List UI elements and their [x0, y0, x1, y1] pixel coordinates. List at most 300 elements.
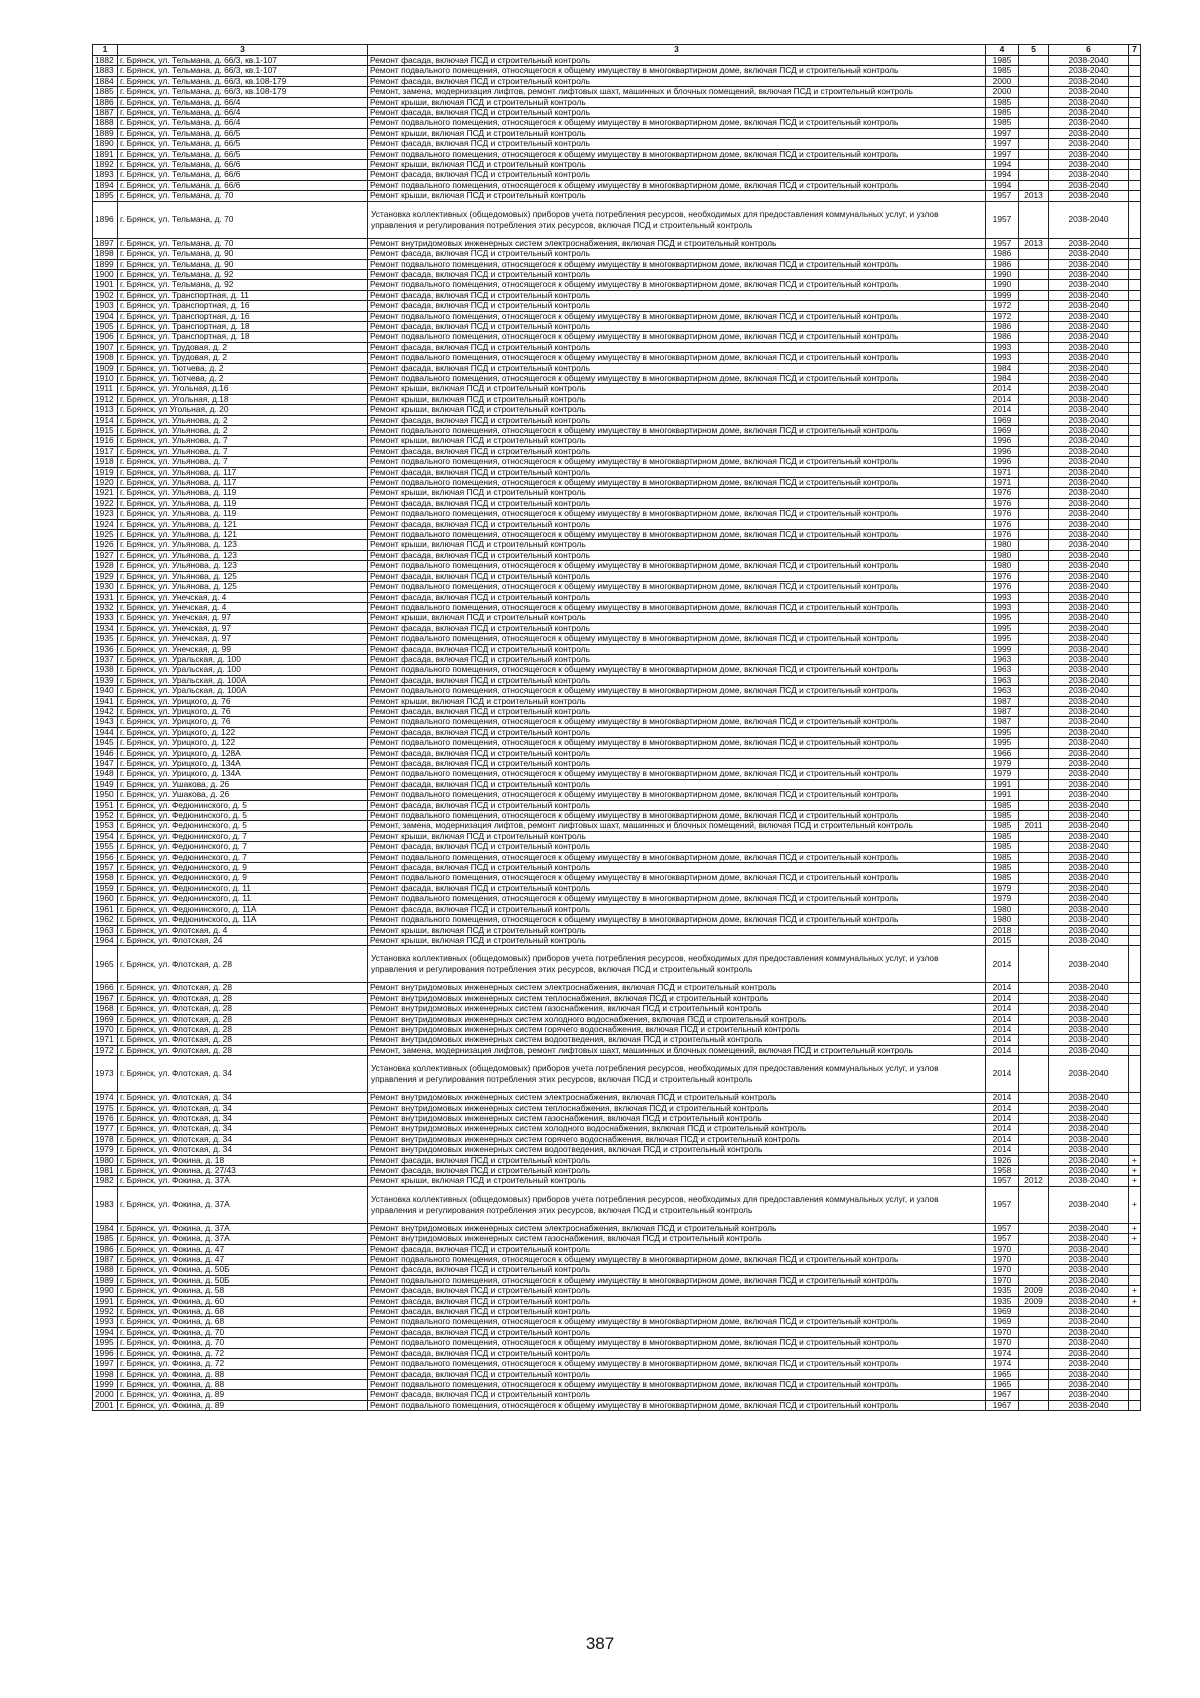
row-planned-period: 2038-2040 — [1049, 1045, 1129, 1055]
row-work-type: Ремонт фасада, включая ПСД и строительный контроль — [368, 1244, 986, 1254]
row-planned-period: 2038-2040 — [1049, 1145, 1129, 1155]
row-mark — [1129, 280, 1141, 290]
row-work-type: Ремонт внутридомовых инженерных систем холодного водоснабжения, включая ПСД и строительный контроль — [368, 1014, 986, 1024]
row-planned-period: 2038-2040 — [1049, 259, 1129, 269]
row-last-repair-year — [1019, 1307, 1049, 1317]
row-address: г. Брянск, ул. Федюнинского, д. 7 — [118, 852, 368, 862]
table-row — [93, 56, 1141, 66]
row-work-type: Ремонт подвального помещения, относящегося к общему имуществу в многоквартирном доме, включая ПСД и строительный контроль — [368, 790, 986, 800]
row-build-year: 1991 — [986, 790, 1019, 800]
row-mark — [1129, 1045, 1141, 1055]
row-last-repair-year — [1019, 269, 1049, 279]
row-number: 1933 — [93, 613, 118, 623]
table-header-row — [93, 45, 1141, 56]
table-row — [93, 1369, 1141, 1379]
table-row — [93, 373, 1141, 383]
row-number: 1888 — [93, 118, 118, 128]
table-row — [93, 259, 1141, 269]
row-address: г. Брянск, ул. Тельмана, д. 70 — [118, 201, 368, 238]
row-work-type: Ремонт внутридомовых инженерных систем электроснабжения, включая ПСД и строительный контроль — [368, 1093, 986, 1103]
table-row — [93, 983, 1141, 993]
row-work-type: Ремонт внутридомовых инженерных систем электроснабжения, включая ПСД и строительный контроль — [368, 1223, 986, 1233]
row-number: 1977 — [93, 1124, 118, 1134]
row-work-type: Ремонт подвального помещения, относящегося к общему имуществу в многоквартирном доме, включая ПСД и строительный контроль — [368, 149, 986, 159]
row-build-year: 1970 — [986, 1338, 1019, 1348]
row-mark: + — [1129, 1234, 1141, 1244]
row-number: 1896 — [93, 201, 118, 238]
row-build-year: 1994 — [986, 160, 1019, 170]
row-mark: + — [1129, 1155, 1141, 1165]
row-last-repair-year — [1019, 373, 1049, 383]
row-planned-period: 2038-2040 — [1049, 1014, 1129, 1024]
row-address: г. Брянск, ул. Фокина, д. 89 — [118, 1390, 368, 1400]
row-number: 1965 — [93, 946, 118, 983]
row-planned-period: 2038-2040 — [1049, 623, 1129, 633]
row-build-year: 1979 — [986, 894, 1019, 904]
table-row — [93, 498, 1141, 508]
row-build-year: 1980 — [986, 540, 1019, 550]
table-row — [93, 509, 1141, 519]
row-mark — [1129, 1379, 1141, 1389]
row-work-type: Ремонт, замена, модернизация лифтов, ремонт лифтовых шахт, машинных и блочных помещений, включая ПСД и строительный контроль — [368, 821, 986, 831]
table-row — [93, 821, 1141, 831]
row-build-year: 1986 — [986, 249, 1019, 259]
row-build-year: 1985 — [986, 800, 1019, 810]
row-build-year: 1993 — [986, 602, 1019, 612]
table-row — [93, 894, 1141, 904]
row-planned-period: 2038-2040 — [1049, 160, 1129, 170]
row-address: г. Брянск, ул. Фокина, д. 50Б — [118, 1265, 368, 1275]
row-number: 1912 — [93, 394, 118, 404]
row-planned-period: 2038-2040 — [1049, 249, 1129, 259]
row-address: г. Брянск, ул Угольная, д. 20 — [118, 405, 368, 415]
row-address: г. Брянск, ул. Федюнинского, д. 7 — [118, 842, 368, 852]
row-work-type: Ремонт фасада, включая ПСД и строительный контроль — [368, 623, 986, 633]
row-mark — [1129, 925, 1141, 935]
row-work-type: Ремонт крыши, включая ПСД и строительный контроль — [368, 191, 986, 201]
row-build-year: 1970 — [986, 1265, 1019, 1275]
row-address: г. Брянск, ул. Унечская, д. 97 — [118, 634, 368, 644]
row-work-type: Ремонт подвального помещения, относящегося к общему имуществу в многоквартирном доме, включая ПСД и строительный контроль — [368, 118, 986, 128]
row-address: г. Брянск, ул. Ульянова, д. 7 — [118, 436, 368, 446]
row-mark — [1129, 769, 1141, 779]
row-last-repair-year — [1019, 363, 1049, 373]
row-number: 1931 — [93, 592, 118, 602]
row-work-type: Ремонт подвального помещения, относящегося к общему имуществу в многоквартирном доме, включая ПСД и строительный контроль — [368, 332, 986, 342]
row-mark — [1129, 602, 1141, 612]
row-work-type: Ремонт фасада, включая ПСД и строительный контроль — [368, 1286, 986, 1296]
table-row — [93, 675, 1141, 685]
row-mark — [1129, 842, 1141, 852]
row-last-repair-year — [1019, 66, 1049, 76]
row-address: г. Брянск, ул. Федюнинского, д. 7 — [118, 831, 368, 841]
row-number: 1967 — [93, 993, 118, 1003]
row-number: 1990 — [93, 1286, 118, 1296]
table-row — [93, 842, 1141, 852]
row-last-repair-year — [1019, 1369, 1049, 1379]
table-row — [93, 1223, 1141, 1233]
row-work-type: Ремонт фасада, включая ПСД и строительный контроль — [368, 759, 986, 769]
table-row — [93, 139, 1141, 149]
row-address: г. Брянск, ул. Урицкого, д. 122 — [118, 738, 368, 748]
row-address: г. Брянск, ул. Ульянова, д. 125 — [118, 582, 368, 592]
row-number: 1889 — [93, 128, 118, 138]
row-number: 1954 — [93, 831, 118, 841]
row-last-repair-year — [1019, 904, 1049, 914]
table-row — [93, 76, 1141, 86]
row-number: 1981 — [93, 1166, 118, 1176]
row-planned-period: 2038-2040 — [1049, 665, 1129, 675]
column-header-last-repair: 5 — [1019, 45, 1049, 56]
row-number: 1995 — [93, 1338, 118, 1348]
row-build-year: 1986 — [986, 332, 1019, 342]
table-row — [93, 946, 1141, 983]
table-body — [93, 56, 1141, 1411]
row-work-type: Ремонт крыши, включая ПСД и строительный контроль — [368, 394, 986, 404]
table-row — [93, 1307, 1141, 1317]
row-build-year: 1985 — [986, 852, 1019, 862]
row-address: г. Брянск, ул. Унечская, д. 97 — [118, 623, 368, 633]
row-address: г. Брянск, ул. Уральская, д. 100А — [118, 686, 368, 696]
row-planned-period: 2038-2040 — [1049, 353, 1129, 363]
row-planned-period: 2038-2040 — [1049, 842, 1129, 852]
row-work-type: Ремонт подвального помещения, относящегося к общему имуществу в многоквартирном доме, включая ПСД и строительный контроль — [368, 894, 986, 904]
row-mark — [1129, 623, 1141, 633]
row-build-year: 1993 — [986, 353, 1019, 363]
row-address: г. Брянск, ул. Урицкого, д. 122 — [118, 727, 368, 737]
row-planned-period: 2038-2040 — [1049, 748, 1129, 758]
row-last-repair-year — [1019, 108, 1049, 118]
row-planned-period: 2038-2040 — [1049, 769, 1129, 779]
row-work-type: Ремонт крыши, включая ПСД и строительный контроль — [368, 1176, 986, 1186]
row-mark — [1129, 1134, 1141, 1144]
row-address: г. Брянск, ул. Фокина, д. 58 — [118, 1286, 368, 1296]
row-mark — [1129, 935, 1141, 945]
row-address: г. Брянск, ул. Урицкого, д. 134А — [118, 759, 368, 769]
row-work-type: Ремонт фасада, включая ПСД и строительный контроль — [368, 883, 986, 893]
table-row — [93, 1045, 1141, 1055]
row-planned-period: 2038-2040 — [1049, 696, 1129, 706]
row-last-repair-year — [1019, 1379, 1049, 1389]
row-planned-period: 2038-2040 — [1049, 1103, 1129, 1113]
row-last-repair-year — [1019, 790, 1049, 800]
row-number: 1917 — [93, 446, 118, 456]
row-work-type: Ремонт фасада, включая ПСД и строительный контроль — [368, 108, 986, 118]
row-number: 1900 — [93, 269, 118, 279]
row-build-year: 1980 — [986, 550, 1019, 560]
row-last-repair-year — [1019, 149, 1049, 159]
row-last-repair-year — [1019, 139, 1049, 149]
row-last-repair-year — [1019, 118, 1049, 128]
row-mark — [1129, 1056, 1141, 1093]
table-row — [93, 665, 1141, 675]
row-number: 1921 — [93, 488, 118, 498]
row-work-type: Ремонт подвального помещения, относящегося к общему имуществу в многоквартирном доме, включая ПСД и строительный контроль — [368, 1317, 986, 1327]
table-row — [93, 592, 1141, 602]
row-last-repair-year — [1019, 394, 1049, 404]
row-build-year: 1980 — [986, 904, 1019, 914]
row-mark — [1129, 478, 1141, 488]
row-address: г. Брянск, ул. Ушакова, д. 26 — [118, 790, 368, 800]
row-number: 1940 — [93, 686, 118, 696]
row-planned-period: 2038-2040 — [1049, 1056, 1129, 1093]
row-number: 1961 — [93, 904, 118, 914]
row-number: 1951 — [93, 800, 118, 810]
row-address: г. Брянск, ул. Фокина, д. 47 — [118, 1244, 368, 1254]
row-mark — [1129, 384, 1141, 394]
row-address: г. Брянск, ул. Ульянова, д. 7 — [118, 446, 368, 456]
row-address: г. Брянск, ул. Флотская, д. 34 — [118, 1113, 368, 1123]
row-planned-period: 2038-2040 — [1049, 1004, 1129, 1014]
table-row — [93, 353, 1141, 363]
row-build-year: 2014 — [986, 1014, 1019, 1024]
row-last-repair-year: 2009 — [1019, 1296, 1049, 1306]
table-row — [93, 1014, 1141, 1024]
row-mark — [1129, 550, 1141, 560]
row-last-repair-year — [1019, 550, 1049, 560]
table-row — [93, 1255, 1141, 1265]
row-build-year: 1963 — [986, 675, 1019, 685]
row-work-type: Ремонт внутридомовых инженерных систем горячего водоснабжения, включая ПСД и строительный контроль — [368, 1134, 986, 1144]
row-last-repair-year — [1019, 1045, 1049, 1055]
row-last-repair-year — [1019, 1134, 1049, 1144]
table-row — [93, 883, 1141, 893]
row-mark — [1129, 748, 1141, 758]
row-planned-period: 2038-2040 — [1049, 373, 1129, 383]
row-planned-period: 2038-2040 — [1049, 1234, 1129, 1244]
row-build-year: 1967 — [986, 1400, 1019, 1410]
row-planned-period: 2038-2040 — [1049, 1134, 1129, 1144]
row-build-year: 1979 — [986, 769, 1019, 779]
row-work-type: Ремонт фасада, включая ПСД и строительный контроль — [368, 550, 986, 560]
row-number: 1953 — [93, 821, 118, 831]
row-last-repair-year — [1019, 852, 1049, 862]
row-work-type: Ремонт фасада, включая ПСД и строительный контроль — [368, 301, 986, 311]
row-planned-period: 2038-2040 — [1049, 1265, 1129, 1275]
row-address: г. Брянск, ул. Федюнинского, д. 9 — [118, 863, 368, 873]
row-work-type: Ремонт подвального помещения, относящегося к общему имуществу в многоквартирном доме, включая ПСД и строительный контроль — [368, 1275, 986, 1285]
row-last-repair-year — [1019, 170, 1049, 180]
row-number: 1966 — [93, 983, 118, 993]
row-address: г. Брянск, ул. Тельмана, д. 90 — [118, 249, 368, 259]
table-row — [93, 790, 1141, 800]
row-planned-period: 2038-2040 — [1049, 1400, 1129, 1410]
row-number: 1980 — [93, 1155, 118, 1165]
row-number: 1952 — [93, 811, 118, 821]
row-planned-period: 2038-2040 — [1049, 540, 1129, 550]
table-row — [93, 571, 1141, 581]
row-mark — [1129, 1390, 1141, 1400]
row-last-repair-year — [1019, 1265, 1049, 1275]
row-mark — [1129, 571, 1141, 581]
row-planned-period: 2038-2040 — [1049, 904, 1129, 914]
row-mark — [1129, 394, 1141, 404]
row-planned-period: 2038-2040 — [1049, 561, 1129, 571]
row-address: г. Брянск, ул. Тельмана, д. 66/3, кв.1-107 — [118, 66, 368, 76]
row-mark — [1129, 883, 1141, 893]
row-work-type: Ремонт крыши, включая ПСД и строительный контроль — [368, 696, 986, 706]
row-build-year: 2014 — [986, 1124, 1019, 1134]
row-number: 1959 — [93, 883, 118, 893]
row-planned-period: 2038-2040 — [1049, 509, 1129, 519]
row-build-year: 1985 — [986, 873, 1019, 883]
row-planned-period: 2038-2040 — [1049, 139, 1129, 149]
row-build-year: 1969 — [986, 426, 1019, 436]
row-build-year: 1984 — [986, 363, 1019, 373]
row-address: г. Брянск, ул. Угольная, д.18 — [118, 394, 368, 404]
row-number: 1985 — [93, 1234, 118, 1244]
row-mark — [1129, 1400, 1141, 1410]
row-planned-period: 2038-2040 — [1049, 426, 1129, 436]
row-build-year: 2014 — [986, 1024, 1019, 1034]
row-build-year: 1985 — [986, 66, 1019, 76]
table-row — [93, 540, 1141, 550]
row-build-year: 1969 — [986, 1307, 1019, 1317]
table-row — [93, 1234, 1141, 1244]
row-build-year: 1980 — [986, 915, 1019, 925]
row-build-year: 1985 — [986, 108, 1019, 118]
row-build-year: 1987 — [986, 717, 1019, 727]
row-last-repair-year: 2013 — [1019, 191, 1049, 201]
row-mark — [1129, 759, 1141, 769]
table-row — [93, 170, 1141, 180]
row-mark — [1129, 139, 1141, 149]
table-row — [93, 160, 1141, 170]
row-work-type: Установка коллективных (общедомовых) приборов учета потребления ресурсов, необходимых для предоставления коммунальных услуг, и узлов управления и регулирования потребления этих ресурсов, включая ПСД и строительный контроль — [368, 946, 986, 983]
row-mark — [1129, 1348, 1141, 1358]
row-planned-period: 2038-2040 — [1049, 415, 1129, 425]
row-address: г. Брянск, ул. Ульянова, д. 119 — [118, 509, 368, 519]
row-planned-period: 2038-2040 — [1049, 1307, 1129, 1317]
row-mark — [1129, 290, 1141, 300]
row-last-repair-year — [1019, 842, 1049, 852]
row-build-year: 1979 — [986, 883, 1019, 893]
row-address: г. Брянск, ул. Транспортная, д. 11 — [118, 290, 368, 300]
row-last-repair-year: 2012 — [1019, 1176, 1049, 1186]
row-last-repair-year — [1019, 1244, 1049, 1254]
row-address: г. Брянск, ул. Ульянова, д. 123 — [118, 540, 368, 550]
table-row — [93, 1035, 1141, 1045]
row-last-repair-year — [1019, 540, 1049, 550]
row-work-type: Ремонт фасада, включая ПСД и строительный контроль — [368, 170, 986, 180]
table-row — [93, 1093, 1141, 1103]
row-build-year: 2014 — [986, 405, 1019, 415]
row-work-type: Ремонт подвального помещения, относящегося к общему имуществу в многоквартирном доме, включая ПСД и строительный контроль — [368, 1359, 986, 1369]
row-mark — [1129, 201, 1141, 238]
row-planned-period: 2038-2040 — [1049, 811, 1129, 821]
row-number: 1991 — [93, 1296, 118, 1306]
row-work-type: Ремонт крыши, включая ПСД и строительный контроль — [368, 160, 986, 170]
row-number: 1934 — [93, 623, 118, 633]
row-planned-period: 2038-2040 — [1049, 717, 1129, 727]
row-address: г. Брянск, ул. Фокина, д. 37А — [118, 1234, 368, 1244]
row-work-type: Ремонт крыши, включая ПСД и строительный контроль — [368, 128, 986, 138]
row-number: 1945 — [93, 738, 118, 748]
row-number: 1996 — [93, 1348, 118, 1358]
row-planned-period: 2038-2040 — [1049, 269, 1129, 279]
row-address: г. Брянск, ул. Ульянова, д. 117 — [118, 478, 368, 488]
row-last-repair-year — [1019, 1400, 1049, 1410]
row-last-repair-year — [1019, 415, 1049, 425]
row-planned-period: 2038-2040 — [1049, 738, 1129, 748]
row-mark — [1129, 779, 1141, 789]
row-build-year: 1970 — [986, 1244, 1019, 1254]
table-row — [93, 436, 1141, 446]
row-last-repair-year — [1019, 436, 1049, 446]
row-build-year: 1985 — [986, 56, 1019, 66]
row-work-type: Ремонт фасада, включая ПСД и строительный контроль — [368, 1166, 986, 1176]
row-work-type: Ремонт подвального помещения, относящегося к общему имуществу в многоквартирном доме, включая ПСД и строительный контроль — [368, 915, 986, 925]
row-planned-period: 2038-2040 — [1049, 301, 1129, 311]
row-number: 2001 — [93, 1400, 118, 1410]
row-work-type: Ремонт фасада, включая ПСД и строительный контроль — [368, 56, 986, 66]
table-row — [93, 1286, 1141, 1296]
table-row — [93, 727, 1141, 737]
row-number: 1887 — [93, 108, 118, 118]
row-planned-period: 2038-2040 — [1049, 149, 1129, 159]
row-address: г. Брянск, ул. Тельмана, д. 70 — [118, 191, 368, 201]
row-planned-period: 2038-2040 — [1049, 1255, 1129, 1265]
row-last-repair-year — [1019, 519, 1049, 529]
row-last-repair-year — [1019, 498, 1049, 508]
row-mark — [1129, 405, 1141, 415]
row-address: г. Брянск, ул. Флотская, д. 28 — [118, 946, 368, 983]
row-address: г. Брянск, ул. Тельмана, д. 66/3, кв.108-179 — [118, 87, 368, 97]
row-mark — [1129, 983, 1141, 993]
row-last-repair-year — [1019, 863, 1049, 873]
row-mark — [1129, 993, 1141, 1003]
row-work-type: Ремонт крыши, включая ПСД и строительный контроль — [368, 436, 986, 446]
row-last-repair-year — [1019, 353, 1049, 363]
row-build-year: 1986 — [986, 259, 1019, 269]
row-planned-period: 2038-2040 — [1049, 1113, 1129, 1123]
table-row — [93, 738, 1141, 748]
table-row — [93, 1024, 1141, 1034]
row-work-type: Ремонт внутридомовых инженерных систем холодного водоснабжения, включая ПСД и строительный контроль — [368, 1124, 986, 1134]
row-last-repair-year — [1019, 665, 1049, 675]
row-planned-period: 2038-2040 — [1049, 613, 1129, 623]
table-row — [93, 1134, 1141, 1144]
row-number: 1963 — [93, 925, 118, 935]
row-planned-period: 2038-2040 — [1049, 384, 1129, 394]
row-planned-period: 2038-2040 — [1049, 1093, 1129, 1103]
row-address: г. Брянск, ул. Федюнинского, д. 11 — [118, 883, 368, 893]
row-address: г. Брянск, ул. Флотская, д. 34 — [118, 1124, 368, 1134]
row-work-type: Ремонт фасада, включая ПСД и строительный контроль — [368, 842, 986, 852]
column-header-work: 3 — [368, 45, 986, 56]
row-build-year: 1967 — [986, 1390, 1019, 1400]
row-number: 1906 — [93, 332, 118, 342]
row-last-repair-year — [1019, 301, 1049, 311]
row-planned-period: 2038-2040 — [1049, 550, 1129, 560]
row-number: 1884 — [93, 76, 118, 86]
row-mark — [1129, 342, 1141, 352]
row-last-repair-year — [1019, 405, 1049, 415]
row-number: 1964 — [93, 935, 118, 945]
row-number: 1992 — [93, 1307, 118, 1317]
row-address: г. Брянск, ул. Урицкого, д. 128А — [118, 748, 368, 758]
table-row — [93, 644, 1141, 654]
row-address: г. Брянск, ул. Фокина, д. 72 — [118, 1359, 368, 1369]
table-row — [93, 1166, 1141, 1176]
row-work-type: Ремонт крыши, включая ПСД и строительный контроль — [368, 405, 986, 415]
row-planned-period: 2038-2040 — [1049, 935, 1129, 945]
row-build-year: 1957 — [986, 201, 1019, 238]
table-row — [93, 249, 1141, 259]
table-row — [93, 1155, 1141, 1165]
row-last-repair-year — [1019, 602, 1049, 612]
row-mark — [1129, 76, 1141, 86]
